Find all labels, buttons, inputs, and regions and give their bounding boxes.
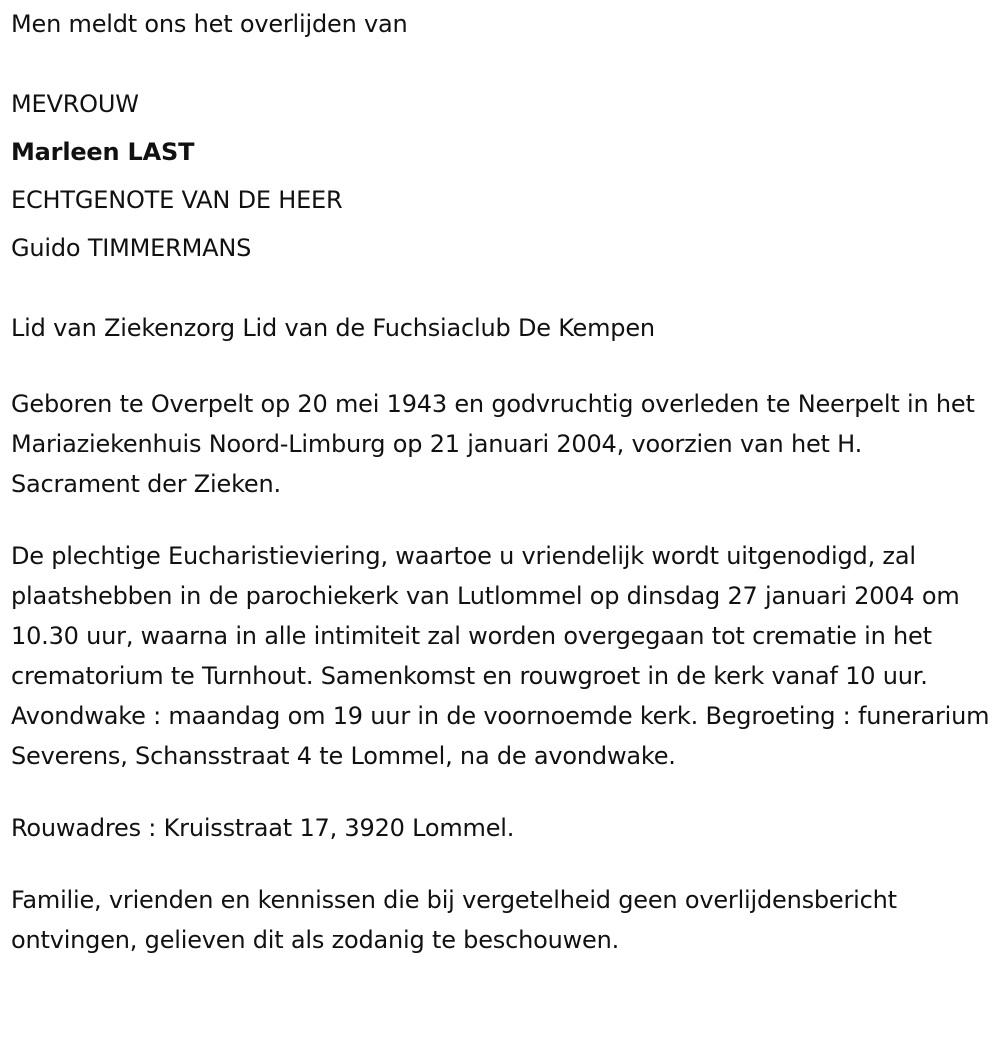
closing-paragraph: Familie, vrienden en kennissen die bij vergetelheid geen overlijdensbericht ontvingen, gelieven dit als zodanig te beschouwen. — [11, 886, 897, 954]
intro-text: Men meldt ons het overlijden van — [11, 10, 408, 38]
relation-text: ECHTGENOTE VAN DE HEER — [11, 186, 343, 214]
spacer — [11, 504, 996, 536]
address-text: Rouwadres : Kruisstraat 17, 3920 Lommel. — [11, 814, 515, 842]
spouse-name: Guido TIMMERMANS — [11, 234, 252, 262]
obituary-notice — [11, 0, 996, 960]
spacer — [11, 352, 996, 384]
spacer — [11, 48, 996, 80]
title-text: MEVROUW — [11, 90, 139, 118]
spacer — [11, 848, 996, 880]
deceased-name: Marleen LAST — [11, 138, 195, 166]
ceremony-paragraph: De plechtige Eucharistieviering, waartoe u vriendelijk wordt uitgenodigd, zal plaatshebben in de parochiekerk van Lutlommel op dinsdag 27 januari 2004 om 10.30 uur, waarna in alle intimiteit zal worden overgegaan tot crematie in het crematorium te Turnhout. Samenkomst en rouwgroet in de kerk vanaf 10 uur. Avondwake : maandag om 19 uur in de voornoemde kerk. Begroeting : funerarium Severens, Schansstraat 4 te Lommel, na de avondwake. — [11, 542, 990, 770]
birth-death-paragraph: Geboren te Overpelt op 20 mei 1943 en godvruchtig overleden te Neerpelt in het Mariaziekenhuis Noord-Limburg op 21 januari 2004, voorzien van het H. Sacrament der Zieken. — [11, 390, 975, 498]
spacer — [11, 272, 996, 304]
spacer — [11, 776, 996, 808]
membership-text: Lid van Ziekenzorg Lid van de Fuchsiaclub De Kempen — [11, 314, 655, 342]
